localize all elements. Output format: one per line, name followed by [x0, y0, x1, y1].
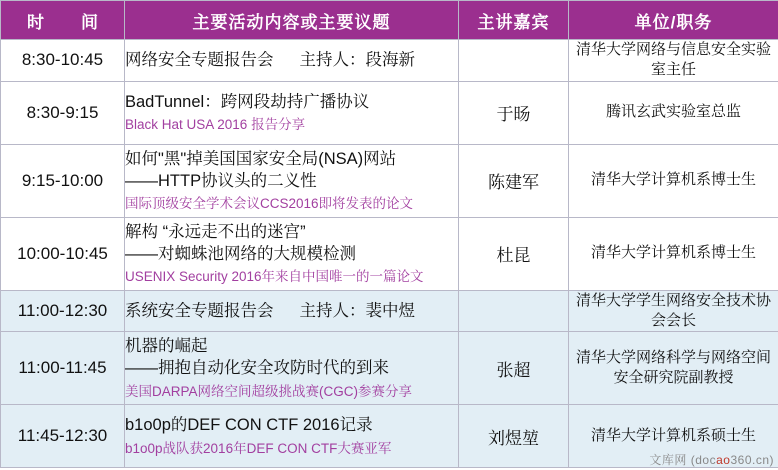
cell-time: 11:00-12:30: [1, 290, 125, 332]
cell-time: 8:30-9:15: [1, 81, 125, 144]
topic-subtitle: b1o0p战队获2016年DEF CON CTF大赛亚军: [125, 440, 392, 456]
table-row: [1, 144, 778, 217]
topic-title: 网络安全专题报告会: [125, 51, 274, 70]
topic-host: 主持人：裴中煜: [299, 301, 415, 320]
cell-org: 清华大学网络科学与网络空间安全研究院副教授: [569, 332, 778, 405]
cell-speaker: [459, 290, 569, 332]
table-row: [1, 332, 778, 405]
watermark-suffix: 360.cn): [730, 453, 774, 467]
cell-org: 清华大学计算机系博士生: [569, 217, 778, 290]
cell-org: 清华大学网络与信息安全实验室主任: [569, 40, 778, 82]
cell-topic: [125, 405, 459, 468]
watermark-highlight: ao: [716, 453, 731, 467]
table-row: [1, 81, 778, 144]
column-header-time: 时 间: [1, 1, 125, 40]
topic-subtitle: 美国DARPA网络空间超级挑战赛(CGC)参赛分享: [125, 383, 412, 399]
column-header-speaker: 主讲嘉宾: [459, 1, 569, 40]
topic-host: 主持人：段海新: [299, 51, 415, 70]
topic-title: 机器的崛起: [125, 337, 208, 356]
cell-speaker: 陈建军: [459, 144, 569, 217]
cell-topic: [125, 332, 459, 405]
table-row: [1, 40, 778, 82]
cell-speaker: 刘煜堃: [459, 405, 569, 468]
topic-subtitle: Black Hat USA 2016 报告分享: [125, 117, 306, 133]
topic-title: b1o0p的DEF CON CTF 2016记录: [125, 416, 373, 435]
cell-time: 10:00-10:45: [1, 217, 125, 290]
topic-title: 系统安全专题报告会: [125, 301, 274, 320]
cell-topic: [125, 40, 459, 82]
column-header-org: 单位/职务: [569, 1, 778, 40]
table-header-row: [1, 1, 778, 40]
cell-org: 清华大学学生网络安全技术协会会长: [569, 290, 778, 332]
cell-time: 11:45-12:30: [1, 405, 125, 468]
cell-time: 8:30-10:45: [1, 40, 125, 82]
cell-org: 清华大学计算机系博士生: [569, 144, 778, 217]
cell-org: 清华大学计算机系硕士生: [569, 405, 778, 468]
cell-topic: [125, 81, 459, 144]
cell-speaker: 杜昆: [459, 217, 569, 290]
cell-speaker: 于旸: [459, 81, 569, 144]
cell-topic: [125, 144, 459, 217]
topic-title: 如何"黑"掉美国国家安全局(NSA)网站: [125, 149, 397, 168]
topic-title-second-line: ——拥抱自动化安全攻防时代的到来: [125, 359, 389, 378]
cell-speaker: [459, 40, 569, 82]
cell-topic: [125, 290, 459, 332]
cell-speaker: 张超: [459, 332, 569, 405]
topic-subtitle: USENIX Security 2016年来自中国唯一的一篇论文: [125, 269, 424, 285]
cell-org: 腾讯玄武实验室总监: [569, 81, 778, 144]
topic-title: 解构 “永远走不出的迷宫”: [125, 222, 306, 241]
topic-title-second-line: ——对蜘蛛池网络的大规模检测: [125, 244, 356, 263]
cell-time: 11:00-11:45: [1, 332, 125, 405]
topic-subtitle: 国际顶级安全学术会议CCS2016即将发表的论文: [125, 196, 414, 212]
topic-title-second-line: ——HTTP协议头的二义性: [125, 171, 317, 190]
topic-title: BadTunnel：跨网段劫持广播协议: [125, 92, 370, 111]
table-row: [1, 290, 778, 332]
table-row: [1, 217, 778, 290]
watermark-text: 文库网 (doc: [649, 453, 717, 467]
cell-time: 9:15-10:00: [1, 144, 125, 217]
column-header-topic: 主要活动内容或主要议题: [125, 1, 459, 40]
cell-topic: [125, 217, 459, 290]
watermark: [649, 451, 774, 468]
